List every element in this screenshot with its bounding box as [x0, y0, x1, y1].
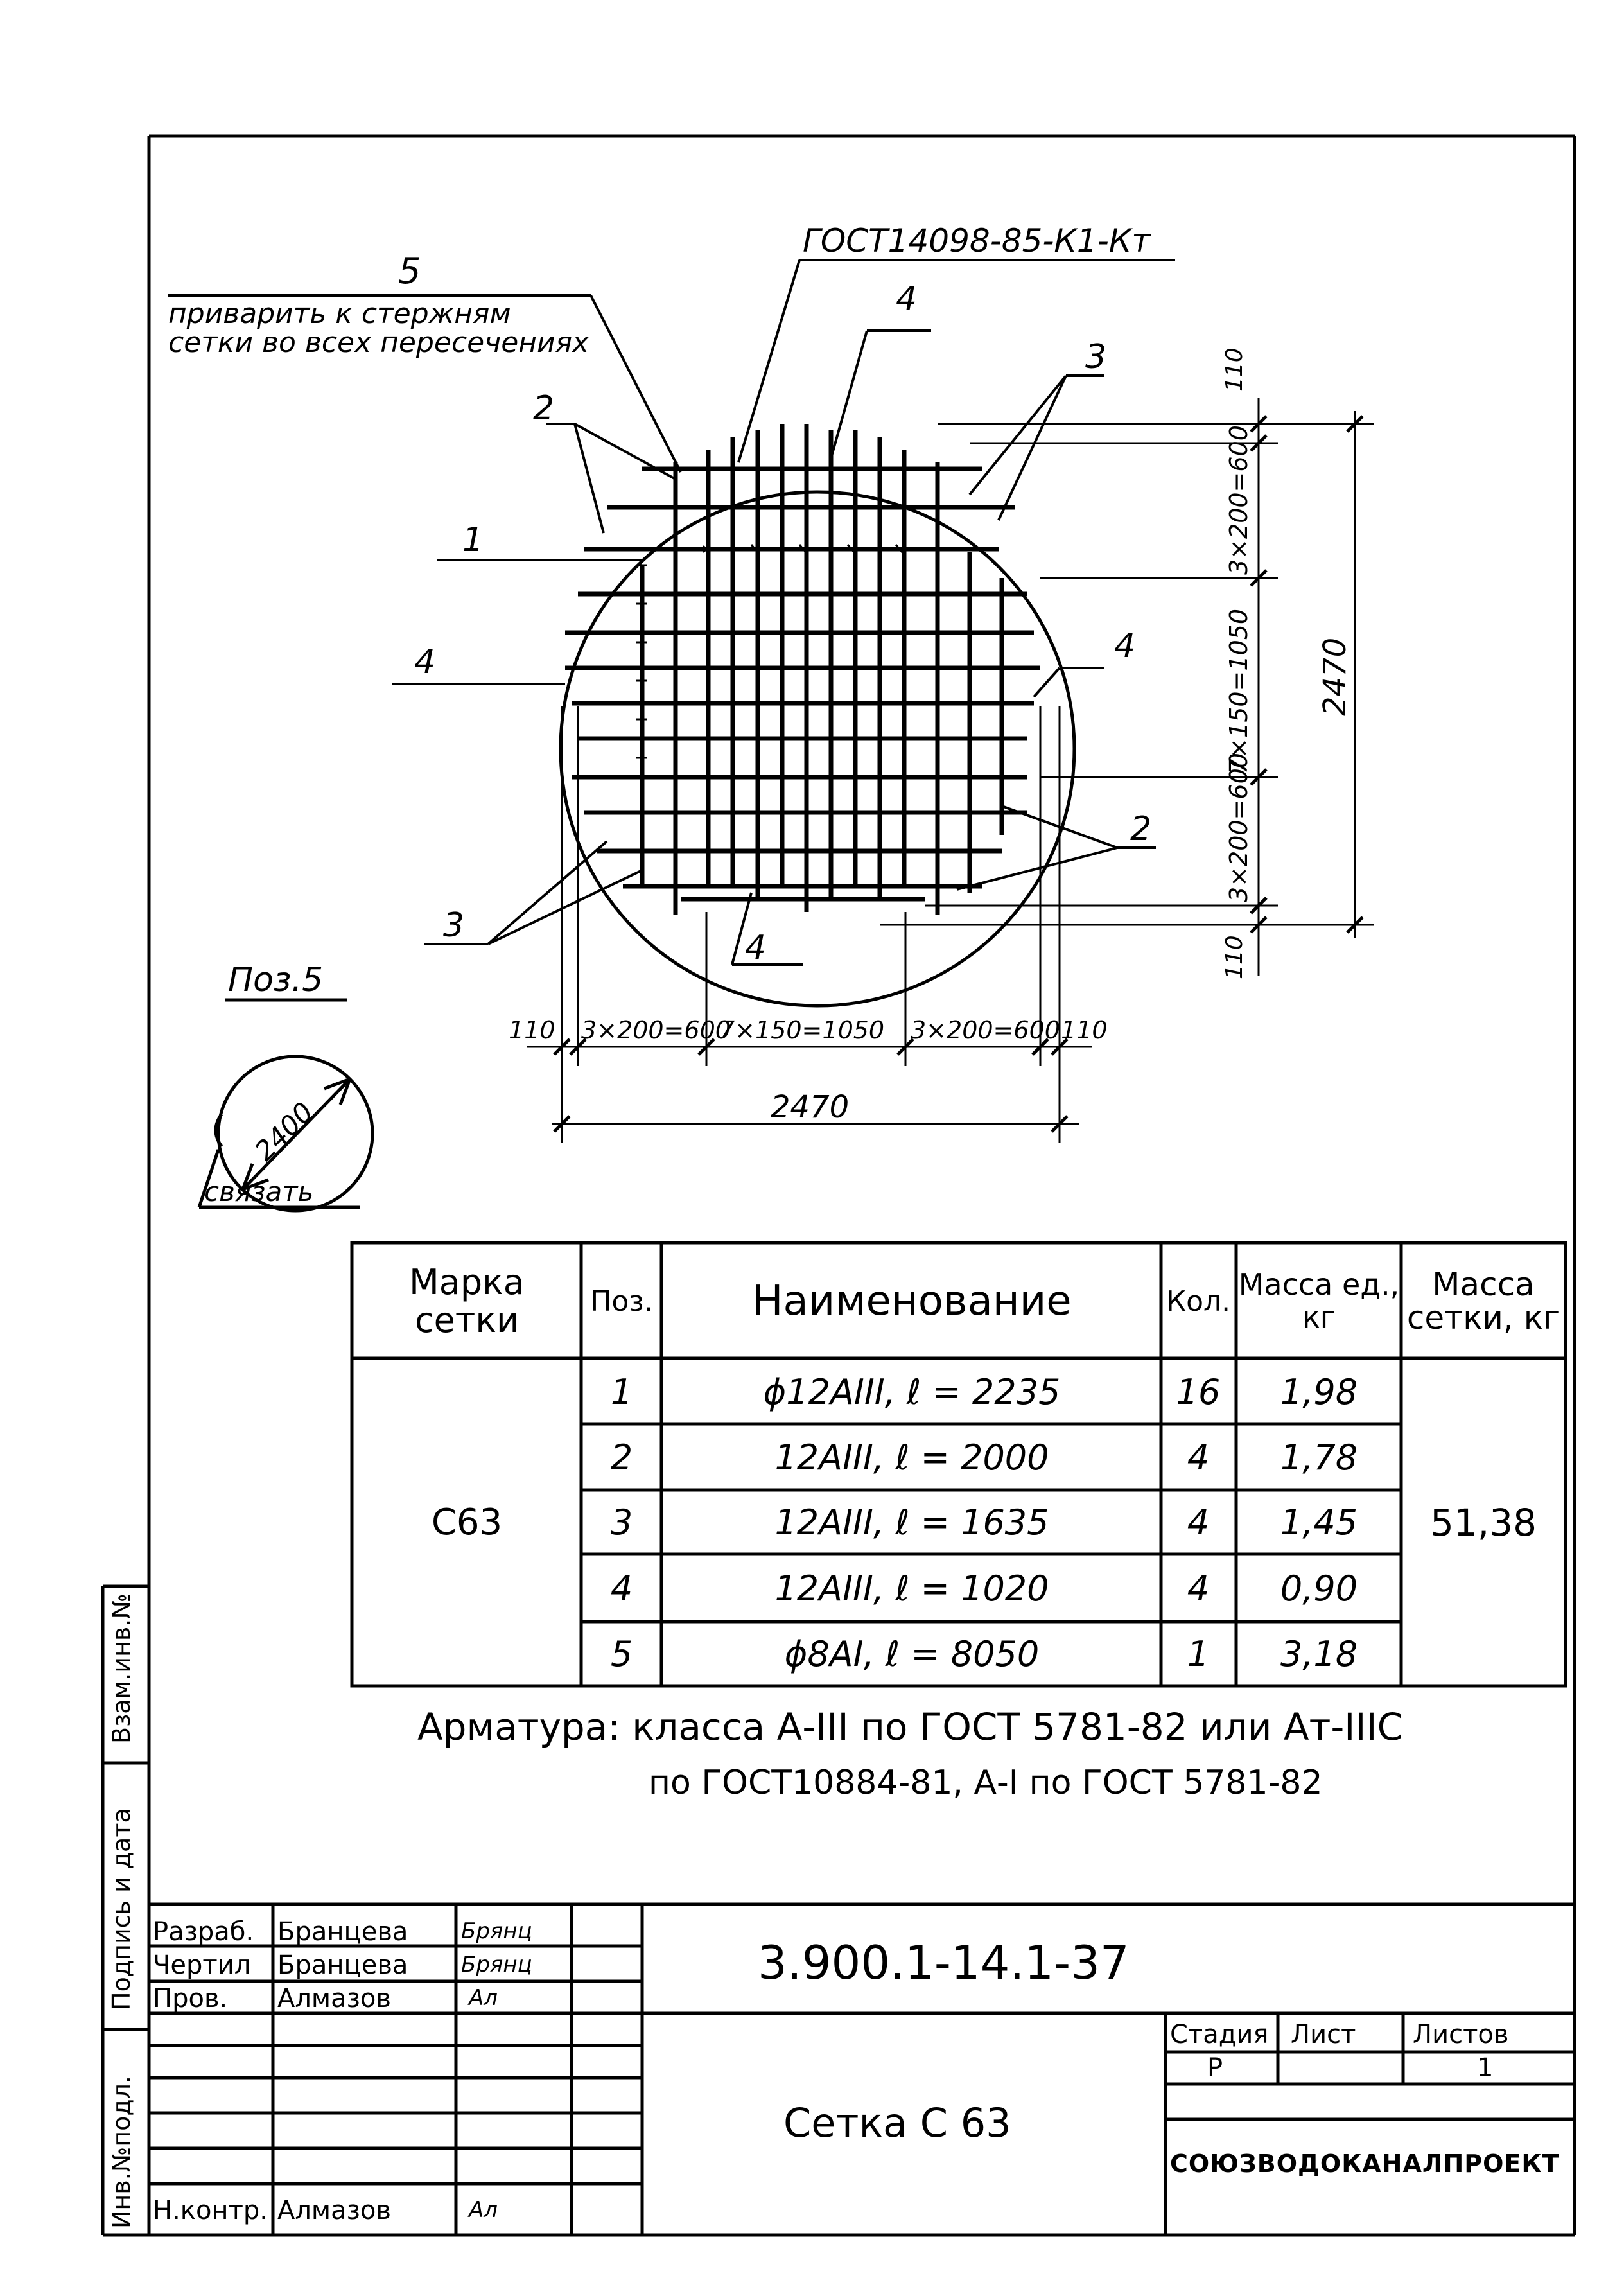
signature-developer: Брянц	[461, 1918, 532, 1944]
side-stamp-inv-podl: Инв.№подл.	[107, 2075, 135, 2229]
side-stamp-podpis: Подпись и дата	[107, 1808, 135, 2010]
signature-checker: Ал	[469, 1985, 498, 2011]
signature-norm-control: Ал	[469, 2197, 498, 2223]
table-row-qty: 4	[1187, 1568, 1210, 1609]
header-qty: Кол.	[1166, 1284, 1231, 1318]
label-4-bottom: 4	[745, 929, 767, 967]
note-number: 5	[398, 250, 421, 292]
header-mark: Марка сетки	[409, 1261, 525, 1340]
top-callout: ГОСТ14098-85-К1-Кт	[803, 222, 1151, 259]
label-4-right: 4	[1114, 627, 1136, 665]
side-stamp-vzam: Взам.инв.№	[107, 1593, 135, 1744]
table-row-mass: 1,98	[1280, 1371, 1358, 1412]
dim-v-bot: 3×200=600	[1225, 753, 1253, 902]
header-unit-mass: Масса ед., кг	[1238, 1267, 1400, 1335]
role-norm-control: Н.контр.	[153, 2196, 268, 2225]
dim-h-mid: 7×150=1050	[719, 1016, 885, 1044]
header-pos: Поз.	[590, 1284, 653, 1318]
organization-name: СОЮЗВОДОКАНАЛПРОЕКТ	[1170, 2150, 1560, 2178]
table-row-name: ϕ12АIII, ℓ = 2235	[763, 1371, 1061, 1412]
dim-overall-h: 2470	[771, 1089, 850, 1125]
stage-label: Стадия	[1170, 2020, 1269, 2049]
header-mesh-mass: Масса сетки, кг	[1406, 1265, 1560, 1336]
mesh-mark: С63	[431, 1502, 503, 1543]
label-1: 1	[462, 521, 484, 559]
table-row-qty: 1	[1187, 1634, 1210, 1674]
table-row-pos: 3	[610, 1502, 633, 1543]
dim-110-top: 110	[1221, 347, 1248, 392]
signature-drafter: Брянц	[461, 1952, 532, 1977]
stage-value: Р	[1207, 2053, 1223, 2083]
weld-note-line2: сетки во всех пересечениях	[168, 326, 589, 359]
dim-h-left: 3×200=600	[581, 1016, 731, 1044]
table-row-pos: 1	[610, 1371, 633, 1412]
dim-overall-v: 2470	[1317, 637, 1353, 716]
label-2-top: 2	[533, 389, 555, 428]
document-code: 3.900.1-14.1-37	[758, 1936, 1130, 1990]
table-row-qty: 16	[1176, 1371, 1221, 1412]
table-row-name: 12АIII, ℓ = 1020	[774, 1568, 1049, 1609]
dim-v-top: 3×200=600	[1225, 425, 1253, 575]
table-row-name: ϕ8АI, ℓ = 8050	[784, 1634, 1040, 1674]
drawing-name: Сетка С 63	[783, 2099, 1011, 2146]
dim-110-bottom: 110	[1221, 935, 1248, 979]
sheet-label: Лист	[1291, 2020, 1356, 2049]
dim-h-110-left: 110	[509, 1016, 555, 1044]
table-row-name: 12АIII, ℓ = 2000	[774, 1437, 1049, 1478]
label-2-bottom: 2	[1130, 810, 1152, 848]
table-row-mass: 3,18	[1280, 1634, 1358, 1674]
mesh-mass-value: 51,38	[1429, 1500, 1537, 1545]
role-checker: Пров.	[153, 1984, 228, 2013]
label-3-bottom: 3	[443, 906, 465, 945]
table-row-pos: 2	[610, 1437, 633, 1478]
pos5-tie-label: связать	[204, 1176, 314, 1207]
sheets-label: Листов	[1413, 2020, 1509, 2049]
table-row-mass: 0,90	[1280, 1568, 1358, 1609]
header-name: Наименование	[752, 1277, 1072, 1325]
table-row-mass: 1,78	[1280, 1437, 1358, 1478]
role-drafter: Чертил	[153, 1950, 251, 1980]
label-4-top: 4	[896, 280, 918, 319]
label-4-left: 4	[414, 643, 436, 681]
weld-note-line1: приварить к стержням	[168, 297, 511, 330]
name-developer: Бранцева	[277, 1917, 408, 1947]
table-row-pos: 5	[610, 1634, 633, 1674]
table-row-pos: 4	[610, 1568, 633, 1609]
name-norm-control: Алмазов	[277, 2196, 391, 2225]
pos5-diameter: 2400	[249, 1096, 320, 1167]
reinforcement-note-line1: Арматура: класса А-III по ГОСТ 5781-82 или Ат-IIIС	[417, 1705, 1404, 1749]
table-row-mass: 1,45	[1280, 1502, 1358, 1543]
sheets-value: 1	[1477, 2053, 1494, 2083]
reinforcement-note-line2: по ГОСТ10884-81, А-I по ГОСТ 5781-82	[649, 1764, 1323, 1802]
role-developer: Разраб.	[153, 1917, 254, 1947]
table-row-qty: 4	[1187, 1502, 1210, 1543]
dim-h-right: 3×200=600	[911, 1016, 1060, 1044]
dim-v-mid: 7×150=1050	[1225, 608, 1253, 774]
pos5-title: Поз.5	[228, 961, 324, 999]
name-drafter: Бранцева	[277, 1950, 408, 1980]
dim-h-110-right: 110	[1061, 1016, 1108, 1044]
name-checker: Алмазов	[277, 1984, 391, 2013]
table-row-name: 12АIII, ℓ = 1635	[774, 1502, 1049, 1543]
label-3-top: 3	[1085, 338, 1107, 376]
table-row-qty: 4	[1187, 1437, 1210, 1478]
